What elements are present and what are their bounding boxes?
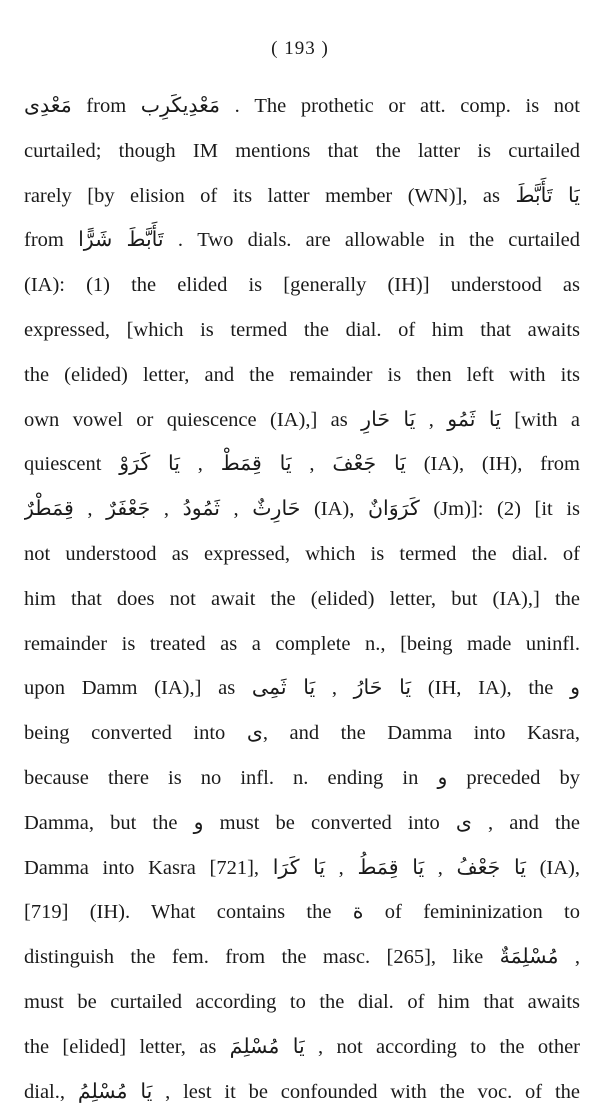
text-line-7: the (elided) letter, and the remainder is then left with its xyxy=(24,363,580,386)
text-line-10: حَارِثٌ , ثَمُودُ , جَعْفَرٌ , قِمَطْرٌ (IA), كَرَوَانٌ (Jm)]: (2) [it is xyxy=(24,498,580,521)
text-line-11: not understood as expressed, which is termed the dial. of xyxy=(24,542,580,565)
body-text xyxy=(24,84,580,1114)
text-line-18: Damma into Kasra [721], يَا جَعْفُ , يَا قِمَطُ , يَا كَرَا (IA), xyxy=(24,856,580,879)
text-line-16: because there is no infl. n. ending in و preceded by xyxy=(24,766,580,789)
text-line-20: distinguish the fem. from the masc. [265], like مُسْلِمَةٌ , xyxy=(24,946,580,969)
text-line-6: expressed, [which is termed the dial. of him that awaits xyxy=(24,318,580,341)
text-line-14: upon Damm (IA),] as يَا حَارُ , يَا ثَمِى (IH, IA), the و xyxy=(24,677,580,700)
text-line-5: (IA): (1) the elided is [generally (IH)] understood as xyxy=(24,274,580,297)
text-line-2: curtailed; though IM mentions that the latter is curtailed xyxy=(24,139,580,162)
text-line-9: quiescent يَا جَعْفَ , يَا قِمَطْ , يَا كَرَوْ (IA), (IH), from xyxy=(24,453,580,476)
text-line-21: must be curtailed according to the dial. of him that awaits xyxy=(24,990,580,1013)
text-line-22: the [elided] letter, as يَا مُسْلِمَ , not according to the other xyxy=(24,1035,580,1058)
text-line-13: remainder is treated as a complete n., [being made uninfl. xyxy=(24,632,580,655)
text-line-1: مَعْدِى from مَعْدِيكَرِب . The prothetic or att. comp. is not xyxy=(24,95,580,117)
text-line-17: Damma, but the و must be converted into ى , and the xyxy=(24,811,580,834)
text-line-15: being converted into ى, and the Damma into Kasra, xyxy=(24,722,580,745)
text-line-4: from تَأَبَّطَ شَرًّا . Two dials. are allowable in the curtailed xyxy=(24,229,580,252)
text-line-12: him that does not await the (elided) letter, but (IA),] the xyxy=(24,587,580,610)
text-line-8: own vowel or quiescence (IA),] as يَا ثَمُو , يَا حَارِ [with a xyxy=(24,408,580,431)
text-line-23: dial., يَا مُسْلِمُ , lest it be confounded with the voc. of the xyxy=(24,1080,580,1103)
text-line-19: [719] (IH). What contains the ة of femininization to xyxy=(24,901,580,924)
page-number: ( 193 ) xyxy=(271,38,329,59)
text-line-3: rarely [by elision of its latter member (WN)], as يَا تَأَبَّطَ xyxy=(24,184,580,207)
